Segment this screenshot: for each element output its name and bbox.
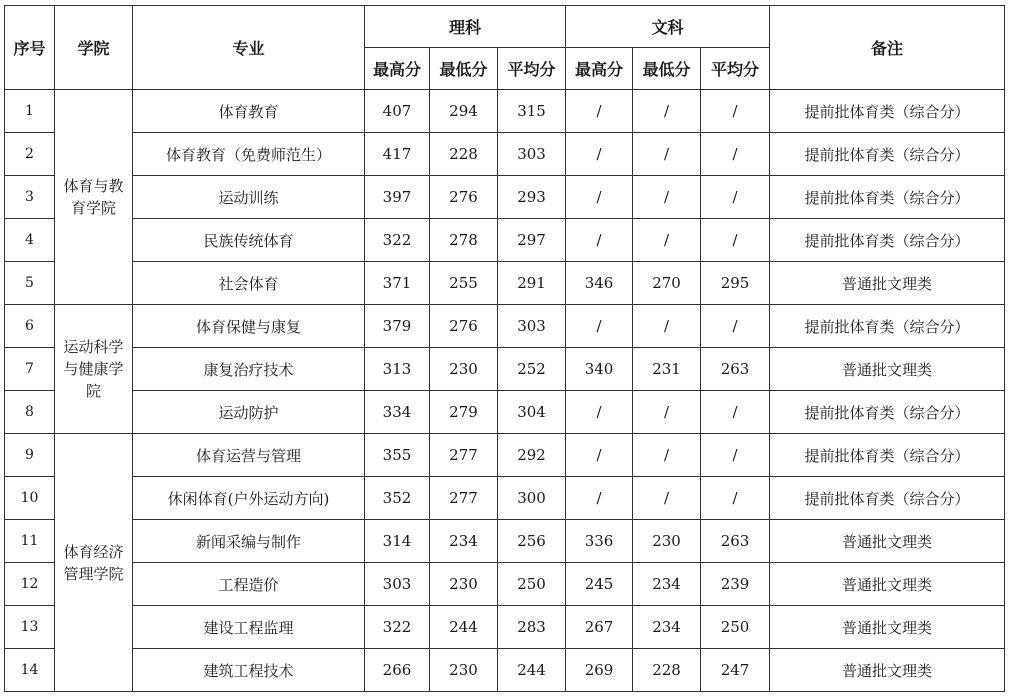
batch-note: 普通批文理类 [770, 563, 1005, 606]
header-index: 序号 [5, 6, 55, 90]
row-index: 2 [5, 133, 55, 176]
score-science-max: 322 [365, 606, 430, 649]
major-name: 运动训练 [133, 176, 365, 219]
row-index: 13 [5, 606, 55, 649]
score-arts-max: / [566, 219, 633, 262]
score-arts-max: / [566, 133, 633, 176]
score-science-min: 230 [430, 348, 498, 391]
score-arts-max: / [566, 477, 633, 520]
major-name: 民族传统体育 [133, 219, 365, 262]
score-science-min: 278 [430, 219, 498, 262]
table-row [5, 348, 1005, 391]
score-science-min: 255 [430, 262, 498, 305]
major-name: 体育教育（免费师范生） [133, 133, 365, 176]
score-arts-min: 230 [633, 520, 701, 563]
score-arts-max: / [566, 176, 633, 219]
score-science-max: 313 [365, 348, 430, 391]
score-science-min: 230 [430, 649, 498, 692]
major-name: 康复治疗技术 [133, 348, 365, 391]
score-science-avg: 244 [498, 649, 566, 692]
score-arts-min: / [633, 133, 701, 176]
header-college: 学院 [55, 6, 133, 90]
score-science-max: 371 [365, 262, 430, 305]
table-row [5, 520, 1005, 563]
header-science-avg: 平均分 [498, 48, 566, 90]
row-index: 8 [5, 391, 55, 434]
score-arts-max: 267 [566, 606, 633, 649]
score-science-avg: 303 [498, 305, 566, 348]
score-science-min: 228 [430, 133, 498, 176]
score-science-avg: 297 [498, 219, 566, 262]
header-arts-max: 最高分 [566, 48, 633, 90]
score-science-max: 355 [365, 434, 430, 477]
table-row [5, 391, 1005, 434]
score-arts-min: / [633, 477, 701, 520]
row-index: 10 [5, 477, 55, 520]
score-arts-min: 234 [633, 606, 701, 649]
score-science-avg: 250 [498, 563, 566, 606]
batch-note: 普通批文理类 [770, 649, 1005, 692]
score-arts-avg: / [701, 305, 770, 348]
score-arts-avg: / [701, 391, 770, 434]
score-science-max: 334 [365, 391, 430, 434]
header-science-min: 最低分 [430, 48, 498, 90]
score-arts-avg: 250 [701, 606, 770, 649]
batch-note: 提前批体育类（综合分） [770, 219, 1005, 262]
row-index: 3 [5, 176, 55, 219]
major-name: 体育运营与管理 [133, 434, 365, 477]
score-arts-max: / [566, 434, 633, 477]
score-arts-min: / [633, 176, 701, 219]
score-arts-avg: 239 [701, 563, 770, 606]
score-arts-max: / [566, 305, 633, 348]
score-science-min: 276 [430, 176, 498, 219]
score-arts-min: / [633, 305, 701, 348]
header-note: 备注 [770, 6, 1005, 90]
table-row [5, 262, 1005, 305]
score-science-avg: 252 [498, 348, 566, 391]
major-name: 运动防护 [133, 391, 365, 434]
major-name: 体育保健与康复 [133, 305, 365, 348]
score-arts-avg: / [701, 90, 770, 133]
table-body [5, 90, 1005, 692]
score-science-max: 266 [365, 649, 430, 692]
batch-note: 提前批体育类（综合分） [770, 305, 1005, 348]
score-science-max: 407 [365, 90, 430, 133]
score-science-min: 277 [430, 477, 498, 520]
score-arts-avg: / [701, 133, 770, 176]
score-arts-max: 346 [566, 262, 633, 305]
score-science-min: 279 [430, 391, 498, 434]
row-index: 1 [5, 90, 55, 133]
major-name: 体育教育 [133, 90, 365, 133]
table-row [5, 563, 1005, 606]
score-science-avg: 304 [498, 391, 566, 434]
score-arts-max: / [566, 90, 633, 133]
batch-note: 普通批文理类 [770, 262, 1005, 305]
score-science-min: 230 [430, 563, 498, 606]
score-arts-min: / [633, 391, 701, 434]
score-arts-avg: / [701, 176, 770, 219]
score-arts-avg: / [701, 434, 770, 477]
row-index: 5 [5, 262, 55, 305]
batch-note: 普通批文理类 [770, 606, 1005, 649]
table-row [5, 649, 1005, 692]
major-name: 建设工程监理 [133, 606, 365, 649]
score-science-max: 314 [365, 520, 430, 563]
header-major: 专业 [133, 6, 365, 90]
row-index: 6 [5, 305, 55, 348]
table-row [5, 133, 1005, 176]
batch-note: 普通批文理类 [770, 520, 1005, 563]
score-arts-avg: / [701, 477, 770, 520]
score-science-max: 352 [365, 477, 430, 520]
header-science: 理科 [365, 6, 566, 48]
score-arts-min: 270 [633, 262, 701, 305]
row-index: 7 [5, 348, 55, 391]
score-arts-min: / [633, 90, 701, 133]
score-arts-min: 228 [633, 649, 701, 692]
score-arts-min: 231 [633, 348, 701, 391]
table-row [5, 606, 1005, 649]
table-row [5, 477, 1005, 520]
batch-note: 提前批体育类（综合分） [770, 391, 1005, 434]
row-index: 9 [5, 434, 55, 477]
batch-note: 提前批体育类（综合分） [770, 90, 1005, 133]
major-name: 新闻采编与制作 [133, 520, 365, 563]
major-name: 工程造价 [133, 563, 365, 606]
major-name: 社会体育 [133, 262, 365, 305]
score-science-avg: 283 [498, 606, 566, 649]
row-index: 14 [5, 649, 55, 692]
score-science-max: 379 [365, 305, 430, 348]
score-arts-min: / [633, 434, 701, 477]
header-arts-avg: 平均分 [701, 48, 770, 90]
score-science-max: 417 [365, 133, 430, 176]
score-arts-min: 234 [633, 563, 701, 606]
score-science-min: 277 [430, 434, 498, 477]
score-arts-avg: / [701, 219, 770, 262]
major-name: 建筑工程技术 [133, 649, 365, 692]
score-science-avg: 300 [498, 477, 566, 520]
college-name: 体育经济管理学院 [55, 434, 133, 692]
table-row [5, 176, 1005, 219]
batch-note: 普通批文理类 [770, 348, 1005, 391]
score-science-max: 397 [365, 176, 430, 219]
college-name: 运动科学与健康学院 [55, 305, 133, 434]
header-science-max: 最高分 [365, 48, 430, 90]
college-name: 体育与教育学院 [55, 90, 133, 305]
score-arts-avg: 247 [701, 649, 770, 692]
row-index: 4 [5, 219, 55, 262]
score-arts-avg: 295 [701, 262, 770, 305]
header-arts-min: 最低分 [633, 48, 701, 90]
table-row [5, 90, 1005, 133]
score-arts-avg: 263 [701, 520, 770, 563]
batch-note: 提前批体育类（综合分） [770, 133, 1005, 176]
score-science-max: 322 [365, 219, 430, 262]
score-science-min: 294 [430, 90, 498, 133]
score-arts-max: 245 [566, 563, 633, 606]
header-liberal-arts: 文科 [566, 6, 770, 48]
score-arts-min: / [633, 219, 701, 262]
batch-note: 提前批体育类（综合分） [770, 176, 1005, 219]
score-arts-avg: 263 [701, 348, 770, 391]
score-science-avg: 293 [498, 176, 566, 219]
table-row [5, 434, 1005, 477]
score-arts-max: / [566, 391, 633, 434]
table-row [5, 305, 1005, 348]
row-index: 11 [5, 520, 55, 563]
table-header [5, 6, 1005, 90]
score-arts-max: 336 [566, 520, 633, 563]
score-arts-max: 340 [566, 348, 633, 391]
batch-note: 提前批体育类（综合分） [770, 477, 1005, 520]
score-science-min: 234 [430, 520, 498, 563]
score-science-avg: 315 [498, 90, 566, 133]
table-row [5, 219, 1005, 262]
row-index: 12 [5, 563, 55, 606]
score-science-max: 303 [365, 563, 430, 606]
score-science-min: 276 [430, 305, 498, 348]
score-science-avg: 256 [498, 520, 566, 563]
score-arts-max: 269 [566, 649, 633, 692]
major-name: 休闲体育(户外运动方向) [133, 477, 365, 520]
score-science-avg: 292 [498, 434, 566, 477]
score-science-min: 244 [430, 606, 498, 649]
admission-scores-table [4, 5, 1005, 692]
score-science-avg: 291 [498, 262, 566, 305]
score-science-avg: 303 [498, 133, 566, 176]
batch-note: 提前批体育类（综合分） [770, 434, 1005, 477]
